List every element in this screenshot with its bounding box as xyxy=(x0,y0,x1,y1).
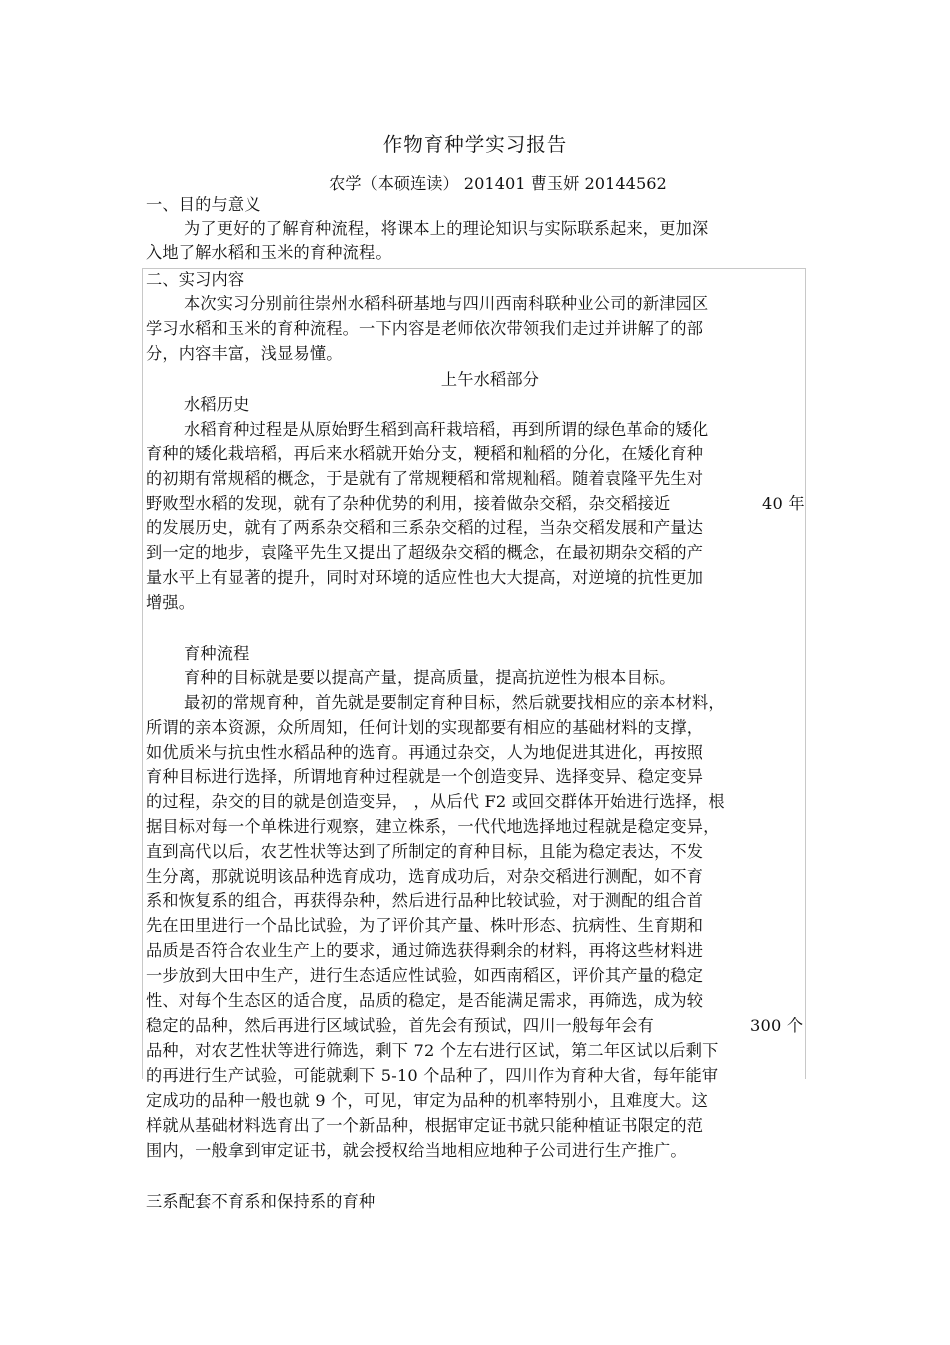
paragraph-line: 的发展历史，就有了两系杂交稻和三系杂交稻的过程，当杂交稻发展和产量达 xyxy=(146,518,704,537)
paragraph-line: 定成功的品种一般也就 9 个，可见，审定为品种的机率特别小，且难度大。这 xyxy=(146,1091,708,1110)
paragraph-line: 先在田里进行一个品比试验，为了评价其产量、株叶形态、抗病性、生育期和 xyxy=(146,916,704,935)
paragraph-line: 水稻育种过程是从原始野生稻到高秆栽培稻，再到所谓的绿色革命的矮化 xyxy=(184,420,709,439)
paragraph-line: 一步放到大田中生产，进行生态适应性试验，如西南稻区，评价其产量的稳定 xyxy=(146,966,704,985)
paragraph-line: 的再进行生产试验，可能就剩下 5-10 个品种了，四川作为育种大省，每年能审 xyxy=(146,1066,719,1085)
history-heading: 水稻历史 xyxy=(184,395,250,414)
section3-heading: 三系配套不育系和保持系的育种 xyxy=(146,1192,376,1211)
paragraph-line: 直到高代以后，农艺性状等达到了所制定的育种目标，且能为稳定表达，不发 xyxy=(146,842,704,861)
paragraph-line: 品质是否符合农业生产上的要求，通过筛选获得剩余的材料，再将这些材料进 xyxy=(146,941,704,960)
part-title: 上午水稻部分 xyxy=(440,370,540,389)
paragraph-line: 本次实习分别前往崇州水稻科研基地与四川西南科联种业公司的新津园区 xyxy=(184,294,709,313)
section2-heading: 二、实习内容 xyxy=(146,270,245,289)
paragraph-line: 量水平上有显著的提升，同时对环境的适应性也大大提高，对逆境的抗性更加 xyxy=(146,568,704,587)
inline-number: 300 个 xyxy=(750,1016,804,1035)
paragraph-line: 野败型水稻的发现，就有了杂种优势的利用，接着做杂交稻，杂交稻接近 xyxy=(146,494,671,513)
paragraph-line: 育种的目标就是要以提高产量，提高质量，提高抗逆性为根本目标。 xyxy=(184,668,676,687)
author-byline: 农学（本硕连读） 201401 曹玉妍 20144562 xyxy=(329,174,667,193)
paragraph-line: 育种的矮化栽培稻，再后来水稻就开始分支，粳稻和籼稻的分化，在矮化育种 xyxy=(146,444,704,463)
paragraph-line: 的过程，杂交的目的就是创造变异， ，从后代 F2 或回交群体开始进行选择，根 xyxy=(146,792,725,811)
section1-heading: 一、目的与意义 xyxy=(146,195,261,214)
paragraph-line: 最初的常规育种，首先就是要制定育种目标，然后就要找相应的亲本材料， xyxy=(184,693,725,712)
paragraph-line: 品种，对农艺性状等进行筛选，剩下 72 个左右进行区试，第二年区试以后剩下 xyxy=(146,1041,719,1060)
process-heading: 育种流程 xyxy=(184,644,250,663)
paragraph-line: 生分离，那就说明该品种选育成功，选育成功后，对杂交稻进行测配，如不育 xyxy=(146,867,704,886)
paragraph-line: 所谓的亲本资源，众所周知，任何计划的实现都要有相应的基础材料的支撑， xyxy=(146,718,704,737)
inline-number: 40 年 xyxy=(762,494,805,513)
paragraph-line: 到一定的地步，袁隆平先生又提出了超级杂交稻的概念，在最初期杂交稻的产 xyxy=(146,543,704,562)
paragraph-line: 如优质米与抗虫性水稻品种的选育。再通过杂交，人为地促进其进化，再按照 xyxy=(146,743,704,762)
paragraph-line: 入地了解水稻和玉米的育种流程。 xyxy=(146,243,392,262)
paragraph-line: 的初期有常规稻的概念，于是就有了常规粳稻和常规籼稻。随着袁隆平先生对 xyxy=(146,469,704,488)
paragraph-line: 系和恢复系的组合，再获得杂种，然后进行品种比较试验，对于测配的组合首 xyxy=(146,891,704,910)
paragraph-line: 据目标对每一个单株进行观察，建立株系，一代代地选择地过程就是稳定变异， xyxy=(146,817,720,836)
paragraph-line: 育种目标进行选择，所谓地育种过程就是一个创造变异、选择变异、稳定变异 xyxy=(146,767,704,786)
paragraph-line: 为了更好的了解育种流程，将课本上的理论知识与实际联系起来，更加深 xyxy=(184,219,709,238)
paragraph-line: 稳定的品种，然后再进行区域试验，首先会有预试，四川一般每年会有 xyxy=(146,1016,655,1035)
paragraph-line: 增强。 xyxy=(146,593,196,612)
paragraph-line: 性、对每个生态区的适合度，品质的稳定，是否能满足需求，再筛选，成为较 xyxy=(146,991,704,1010)
paragraph-line: 学习水稻和玉米的育种流程。一下内容是老师依次带领我们走过并讲解了的部 xyxy=(146,319,704,338)
page-title: 作物育种学实习报告 xyxy=(382,133,568,156)
paragraph-line: 围内，一般拿到审定证书，就会授权给当地相应地种子公司进行生产推广。 xyxy=(146,1141,687,1160)
paragraph-line: 分，内容丰富，浅显易懂。 xyxy=(146,344,343,363)
paragraph-line: 样就从基础材料选育出了一个新品种，根据审定证书就只能种植证书限定的范 xyxy=(146,1116,704,1135)
